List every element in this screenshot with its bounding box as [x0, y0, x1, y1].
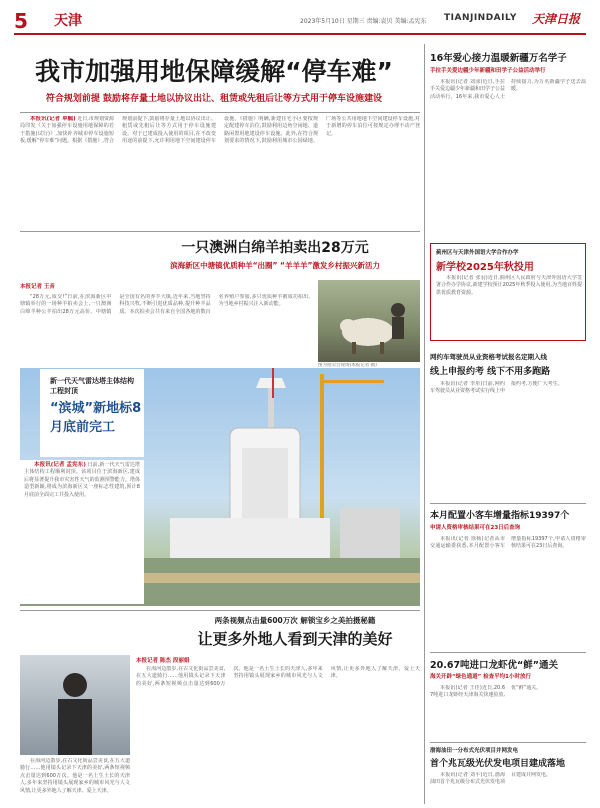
- lead-byline: 本报讯(记者 单毓): [30, 116, 76, 122]
- sheep-byline: 本报记者 王音: [20, 284, 55, 290]
- right-2-body: 本报讯(记者 张羽)近日,蓟州区人民政府与天津外国语大学签署合作办学协议,新建学校预计2025年秋季投入使用,为当地百姓提供优质教育资源。: [436, 275, 582, 296]
- right-rule-2: [430, 652, 586, 653]
- bottom-body: 在海河边散步,在古文化街品尝美食,在五大道骑行……他用镜头记录下天津的美好,两条短视频点击量达到600万次。他是一名土生土长的天津人,多年来坚持用镜头展现家乡的城市风光与人文风情,让更多外地人了解天津、爱上天津。: [136, 666, 420, 687]
- right-1-body: 本报讯(记者 刘沛)近日,手拉手关爱边疆少年新疆和田学子公益活动举行。16年来,我市爱心人士持续接力,为万名新疆学子送去温暖。: [430, 79, 586, 100]
- bottom-rule: [20, 610, 420, 611]
- bottom-kicker: 两条视频点击量600万次 解锁宝乡之美拍摄秘籍: [214, 616, 376, 625]
- lead-body: 本报讯(记者 单毓) 近日,市规划资源局印发《关于加强停车设施用地保障的若干措施(试行)》,加快补齐城市停车设施短板,缓解“停车难”问题。根据《措施》,符合规划前提下,鼓励将存量土地以协议出让、租赁或先租后让等方式用于停车设施建设。对于已建成投入使用的项目,在不改变用途的前提下,允许利用地下空间建设停车设施。《措施》明确,新建住宅小区要按规定配建停车泊位,鼓励利用边角空闲地、道路闲置用地建设停车设施。此外,在符合规划要求的情况下,鼓励利用城市公园绿地、广场等公共用地地下空间建设停车设施,对于新增的停车泊位可按规定办理不动产登记。: [20, 116, 420, 145]
- right-2-kicker: 蓟州区与天津外国语大学合作办学: [436, 250, 519, 256]
- right-3-subhead: 线上申报约考 线下不用多跑路: [430, 367, 551, 377]
- right-6-kicker: 渤海油田一分布式光伏项目并网发电: [430, 748, 519, 754]
- radar-body: 本报讯(记者 孟宪东) 日前,新一代天气雷达塔主体结构工程顺利封顶。该项目位于滨海新区,建成后将显著提升我市灾害性天气的监测预警能力。塔体造型新颖,将成为滨海新区又一座标志性建筑,预计8月底前全面完工并投入使用。: [20, 460, 144, 604]
- bottom-photo: [20, 655, 130, 755]
- right-3-body: 本报讯(记者 李彤)日前,网约车驾驶员从业资格考试实行线上申报约考,方便广大考生。: [430, 381, 563, 395]
- right-3-headline: 网约车驾驶员从业资格考试报名定期入线: [430, 353, 547, 361]
- sheep-subhead: 滨海新区中塘镇优质种羊“出圈” “羊羊羊”激发乡村振兴新活力: [170, 261, 380, 270]
- sheep-illustration: [318, 280, 420, 362]
- right-5-headline: 20.67吨进口龙虾优“鲜”通关: [430, 660, 559, 671]
- sheep-headline: 一只澳洲白绵羊拍卖出28万元: [181, 240, 369, 256]
- radar-headline: “滨城”新地标8月底前完工: [50, 401, 142, 435]
- right-4-headline: 本月配置小客车增量指标19397个: [430, 511, 570, 521]
- radar-byline: 本报讯(记者 孟宪东): [34, 462, 86, 468]
- right-rule-1: [430, 503, 586, 504]
- lead-rule: [20, 112, 420, 113]
- paper-name: TIANJINDAILY: [444, 13, 517, 23]
- right-4-body: 本报讯(记者 徐杨)记者从市交通运输委获悉,本月配置小客车增量指标19397个,申请人资格审核结果可在23日后查询。: [430, 536, 586, 550]
- lead-headline: 我市加强用地保障缓解“停车难”: [35, 57, 393, 86]
- masthead-rule: [14, 33, 586, 35]
- right-5-subhead: 海关开辟“绿色通道” 检查平均1小时放行: [430, 674, 531, 680]
- radar-kicker: 新一代天气雷达塔主体结构工程封顶: [50, 377, 134, 395]
- sheep-photo: [318, 280, 420, 362]
- sheep-rule: [20, 231, 420, 232]
- person-illustration: [20, 655, 130, 755]
- right-6-headline: 首个兆瓦级光伏发电项目建成落地: [430, 759, 566, 769]
- sheep-photo-caption: 图为拍卖会现场(本报记者 摄): [318, 363, 377, 368]
- lead-subhead: 符合规划前提 鼓励将存量土地以协议出让、租赁或先租后让等方式用于停车设施建设: [45, 94, 383, 104]
- right-1-headline: 16年爱心接力温暖新疆万名学子: [430, 53, 567, 64]
- bottom-body-extra: 在海河边散步,在古文化街品尝美食,在五大道骑行……他用镜头记录下天津的美好,两条短视频点击量达到600万次。他是一名土生土长的天津人,多年来坚持用镜头展现家乡的城市风光与人文风情,让更多外地人了解天津、爱上天津。: [20, 758, 130, 794]
- right-4-subhead: 申请人资格审核结果可在23日后查询: [430, 525, 521, 531]
- column-divider: [424, 44, 425, 804]
- right-1-subhead: 手拉手关爱边疆少年新疆和田学子公益活动举行: [430, 68, 546, 74]
- section-label: 天津: [54, 13, 82, 29]
- right-2-headline: 新学校2025年秋投用: [436, 262, 534, 272]
- right-5-body: 本报讯(记者 王佳)近日,20.67吨进口龙虾经天津海关快速验放,优“鲜”通关。: [430, 685, 542, 699]
- paper-logo: 天津日报: [532, 12, 581, 26]
- bottom-byline: 本报记者 陈杰 段丽娟: [136, 658, 190, 664]
- dateline: 2023年5月10日 星期三 责编:袁贝 美编:孟宪东: [300, 18, 427, 25]
- sheep-body: “28万元,成交!”日前,在滨海新区中塘镇举行的一场种羊拍卖会上,一只澳洲白绵羊种公羊拍出28万元高价。中塘镇是全国有名的养羊大镇,近年来,当地坚持科技兴牧,不断引进优质品种,提升种羊品质。本次拍卖会共有来自全国各地的数百名养殖户参加,多只优质种羊被成功拍出,为当地乡村振兴注入新动能。: [20, 294, 310, 315]
- right-6-body: 本报讯(记者 刘平)近日,渤海油田首个兆瓦级分布式光伏发电项目建成并网发电。: [430, 772, 552, 786]
- right-rule-3: [430, 742, 586, 743]
- bottom-headline: 让更多外地人看到天津的美好: [197, 630, 393, 648]
- page-number: 5: [14, 9, 28, 33]
